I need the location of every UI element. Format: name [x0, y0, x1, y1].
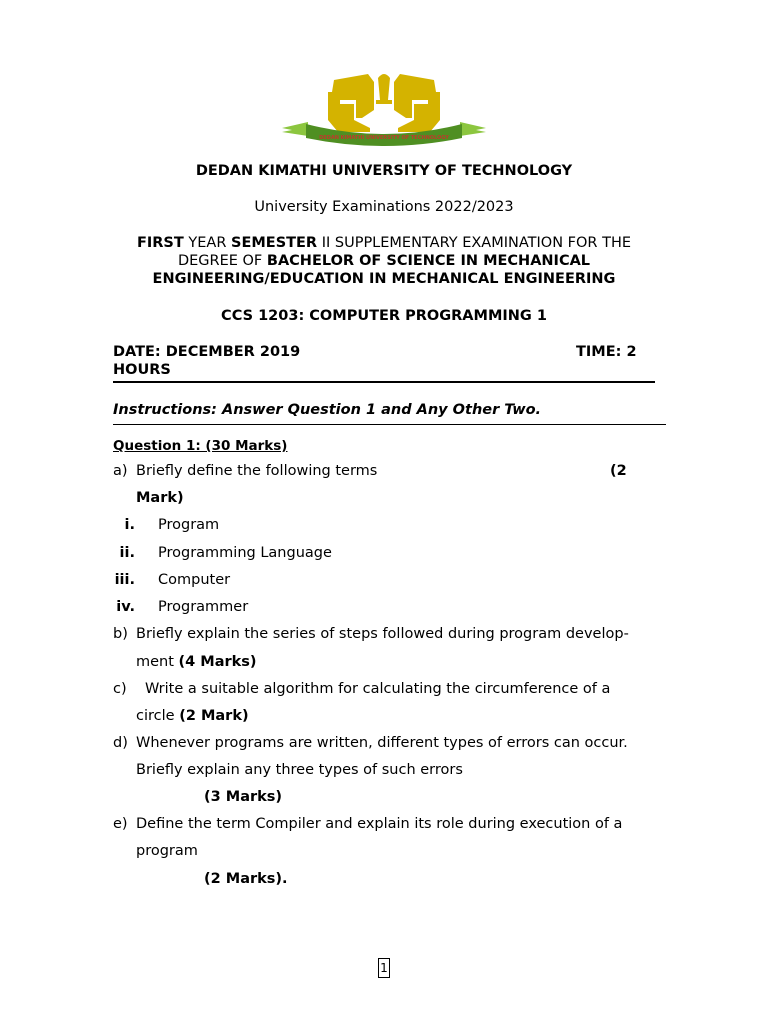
item-b-label: b) [113, 626, 128, 642]
item-e-marks: (2 Marks). [204, 871, 288, 887]
exam-title-line1 [0, 235, 768, 251]
logo-ribbon-text: DEDAN KIMATHI UNIVERSITY OF TECHNOLOGY [319, 135, 449, 141]
exam-date: DATE: DECEMBER 2019 [113, 344, 301, 360]
exam-hours: HOURS [113, 362, 171, 378]
term-number: i. [124, 517, 135, 533]
logo-emblem [328, 74, 440, 132]
item-c-text-cont [136, 708, 249, 724]
item-d-text: Whenever programs are written, different types of errors can occur. [136, 735, 628, 751]
item-a-marks-cont: Mark) [136, 490, 184, 506]
item-b-text-cont [136, 654, 257, 670]
term-number: ii. [119, 545, 135, 561]
item-d-text-cont: Briefly explain any three types of such errors [136, 762, 463, 778]
exam-time: TIME: 2 [576, 344, 637, 360]
item-b-text: Briefly explain the series of steps followed during program develop- [136, 626, 629, 642]
exam-title-first: FIRST [136, 235, 184, 251]
logo-ribbon-left [282, 122, 308, 136]
term-text: Computer [158, 572, 231, 588]
item-e-label: e) [113, 816, 128, 832]
exam-title-line3: ENGINEERING/EDUCATION IN MECHANICAL ENGINEERING [152, 271, 616, 287]
item-a-marks: (2 [610, 463, 627, 479]
divider-right [390, 424, 666, 425]
exam-title-rest: II SUPPLEMENTARY EXAMINATION FOR THE [317, 235, 632, 251]
item-e-text: Define the term Compiler and explain its role during execution of a [136, 816, 623, 832]
instructions: Instructions: Answer Question 1 and Any Other Two. [113, 402, 542, 418]
term-number: iv. [116, 599, 135, 615]
exam-title-semester: SEMESTER [231, 235, 318, 251]
term-text: Programming Language [158, 545, 332, 561]
item-c-marks: (2 Mark) [179, 708, 249, 724]
course-title: CCS 1203: COMPUTER PROGRAMMING 1 [221, 308, 547, 324]
divider [113, 381, 655, 383]
item-a-label: a) [113, 463, 128, 479]
degree-name: BACHELOR OF SCIENCE IN MECHANICAL [266, 253, 591, 269]
degree-of: DEGREE OF [177, 253, 267, 269]
item-b-marks: (4 Marks) [178, 654, 257, 670]
question-title: Question 1: (30 Marks) [113, 438, 288, 454]
item-c-text-2: circle [136, 708, 180, 724]
item-c-text: Write a suitable algorithm for calculating the circumference of a [145, 681, 611, 697]
term-number: iii. [114, 572, 135, 588]
item-e-text-cont: program [136, 843, 198, 859]
divider-left [113, 424, 390, 425]
exam-title-year: YEAR [183, 235, 232, 251]
exam-session: University Examinations 2022/2023 [254, 199, 514, 215]
item-b-text-2: ment [136, 654, 179, 670]
term-text: Programmer [158, 599, 249, 615]
item-c-label: c) [113, 681, 127, 697]
university-name: DEDAN KIMATHI UNIVERSITY OF TECHNOLOGY [195, 163, 573, 179]
page-number: 1 [378, 958, 390, 978]
item-a-text: Briefly define the following terms [136, 463, 378, 479]
university-logo [278, 70, 490, 152]
exam-title-line2 [0, 253, 768, 269]
term-text: Program [158, 517, 220, 533]
item-d-marks: (3 Marks) [204, 789, 283, 805]
logo-ribbon-right [460, 122, 486, 136]
item-d-label: d) [113, 735, 128, 751]
